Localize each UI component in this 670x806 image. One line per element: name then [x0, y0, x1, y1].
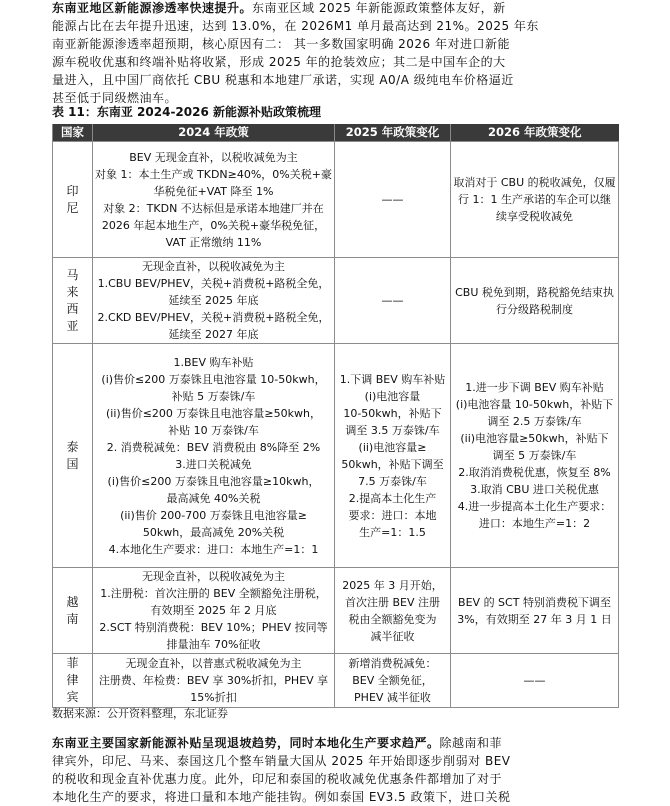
policy-line: (i)电池容量 10-50kwh，补贴下	[455, 398, 614, 411]
header-country: 国家	[53, 124, 93, 142]
policy-cell-2026	[451, 568, 619, 654]
policy-cell-2024	[93, 654, 335, 708]
policy-line: 补贴 5 万泰铢/车	[171, 389, 256, 403]
policy-cell-2024	[93, 568, 335, 654]
intro-line-3: 南亚新能源渗透率超预期，核心原因有二： 其一多数国家明确 2026 年对进口新能	[52, 37, 510, 51]
country-char: 来	[66, 284, 79, 299]
country-char: 国	[66, 456, 79, 471]
policy-line: 1.进一步下调 BEV 购车补贴	[465, 381, 604, 394]
country-cell	[53, 568, 93, 654]
policy-line: 2.取消消费税优惠，恢复至 8%	[458, 466, 611, 479]
summary-line-4: 本地化生产的要求，将进口量和本地产能挂钩。例如泰国 EV3.5 政策下，进口关税	[52, 790, 511, 804]
policy-cell-2025	[335, 344, 451, 568]
summary-line-2: 律宾外，印尼、马来、泰国这几个整车销量大国从 2025 年开始即逐步削弱对 BEV	[52, 754, 511, 768]
policy-line: 10-50kwh，补贴下	[343, 406, 442, 420]
policy-line: 2.CKD BEV/PHEV，关税+消费税+路税全免，	[97, 311, 330, 324]
policy-line: 税由全额豁免变为	[348, 612, 437, 626]
country-char: 越	[66, 594, 79, 609]
policy-line: PHEV 减半征收	[354, 691, 431, 704]
policy-line: 15%折扣	[190, 691, 237, 704]
policy-cell-2024	[93, 344, 335, 568]
policy-line: (i)售价≤200 万泰铢且电池容量 10-50kwh，	[101, 372, 326, 386]
policy-line: 4.进一步提高本土化生产要求：	[457, 500, 612, 513]
country-char: 泰	[66, 439, 79, 454]
header-2024: 2024 年政策	[93, 124, 335, 142]
policy-line: 首次注册 BEV 注册	[344, 595, 440, 609]
policy-line: 延续至 2027 年底	[168, 328, 259, 341]
country-cell	[53, 258, 93, 344]
policy-line: 减半征收	[370, 629, 415, 643]
country-char: 菲	[66, 656, 79, 670]
policy-line: (ii)售价 200-700 万泰铢且电池容量≥	[120, 508, 307, 522]
policy-line: 1.注册税：首次注册的 BEV 全额豁免注册税，	[100, 587, 327, 600]
country-char: 南	[66, 611, 79, 626]
table-row	[53, 258, 619, 344]
policy-line: 3%，有效期至 27 年 3 月 1 日	[457, 612, 612, 626]
policy-line: 3.取消 CBU 进口关税优惠	[470, 483, 599, 496]
policy-cell-2025	[335, 142, 451, 258]
policy-line: 2.SCT 特别消费税：BEV 10%；PHEV 按同等	[99, 621, 328, 634]
policy-line: 行分级路税制度	[496, 302, 573, 316]
policy-cell-2024	[93, 258, 335, 344]
policy-line: 要求：进口：本地	[348, 508, 437, 522]
policy-line: 7.5 万泰铢/车	[358, 474, 427, 488]
country-char: 宾	[66, 690, 79, 704]
intro-line-2: 能源占比在去年提升迅速，达到 13.0%，在 2026M1 单月最高达到 21%。2025 年东	[52, 19, 539, 33]
summary-line-1: 东南亚主要国家新能源补贴呈现退坡趋势，同时本地化生产要求趋严。除越南和菲	[52, 736, 503, 750]
policy-line: (ii)售价≤200 万泰铢且电池容量≥50kwh，	[106, 406, 321, 420]
policy-line: 续享受税收减免	[496, 210, 573, 223]
policy-line: 最高减免 40%关税	[166, 491, 261, 505]
policy-line: (ii)电池容量≥50kwh，补贴下	[460, 432, 609, 445]
policy-line: 4.本地化生产要求：进口：本地生产=1：1	[108, 542, 319, 556]
table-row	[53, 344, 619, 568]
country-char: 马	[66, 267, 79, 282]
policy-line: 补贴 10 万泰铢/车	[168, 423, 259, 437]
table-title: 表 11：东南亚 2024-2026 新能源补贴政策梳理	[52, 105, 322, 119]
country-cell	[53, 142, 93, 258]
policy-line: 无现金直补，以普惠式税收减免为主	[125, 657, 302, 670]
policy-line: 取消对于 CBU 的税收减免，仅履	[453, 176, 616, 189]
policy-line: (i)电池容量	[364, 389, 421, 403]
policy-line: 1.下调 BEV 购车补贴	[339, 372, 446, 386]
country-char: 亚	[66, 318, 79, 333]
country-char: 印	[66, 183, 79, 198]
policy-line: 华税免征+VAT 降至 1%	[153, 184, 274, 198]
policy-line: 对象 1：本土生产或 TKDN≥40%，0%关税+豪	[95, 167, 332, 181]
policy-line: 调至 5 万泰铢/车	[492, 449, 577, 462]
policy-line: ——	[523, 674, 546, 687]
country-cell	[53, 654, 93, 708]
policy-line: 1.CBU BEV/PHEV，关税+消费税+路税全免，	[97, 277, 330, 290]
policy-line: 1.BEV 购车补贴	[173, 355, 254, 369]
country-cell	[53, 344, 93, 568]
policy-line: 调至 3.5 万泰铢/车	[345, 423, 440, 437]
policy-line: BEV 的 SCT 特别消费税下调至	[458, 595, 611, 609]
header-2026: 2026 年政策变化	[451, 124, 619, 142]
policy-line: 无现金直补，以税收减免为主	[142, 260, 285, 273]
header-2025: 2025 年政策变化	[335, 124, 451, 142]
policy-cell-2025	[335, 568, 451, 654]
table-row	[53, 568, 619, 654]
intro-line-4: 源车税收优惠和终端补贴将收紧，形成 2025 年的抢装效应；其二是中国车企的大	[52, 55, 506, 69]
policy-line: 有效期至 2025 年 2 月底	[150, 604, 277, 617]
policy-line: 50kwh，最高减免 20%关税	[142, 525, 285, 539]
policy-line: 行 1：1 生产承诺的车企可以继	[458, 193, 611, 206]
policy-line: 2.提高本土化生产	[348, 491, 437, 505]
policy-line: 2. 消费税减免：BEV 消费税由 8%降至 2%	[106, 440, 321, 454]
intro-paragraph	[52, 0, 618, 107]
policy-line: 延续至 2025 年底	[168, 294, 259, 307]
summary-paragraph	[52, 734, 618, 806]
table-header-row	[53, 124, 619, 142]
country-char: 尼	[66, 200, 79, 215]
country-char: 西	[66, 301, 79, 316]
policy-line: 排量油车 70%征收	[166, 638, 261, 651]
policy-line: 50kwh，补贴下调至	[341, 457, 444, 471]
policy-line: BEV 全额免征，	[352, 674, 433, 687]
policy-line: BEV 无现金直补，以税收减免为主	[129, 150, 298, 164]
table-row	[53, 142, 619, 258]
policy-line: (ii)电池容量≥	[358, 440, 427, 454]
intro-line-1: 东南亚地区新能源渗透率快速提升。东南亚区域 2025 年新能源政策整体友好，新	[52, 1, 506, 15]
policy-line: 注册费、年检费：BEV 享 30%折扣，PHEV 享	[98, 674, 329, 687]
policy-cell-2025	[335, 654, 451, 708]
table-row	[53, 654, 619, 708]
country-char: 律	[66, 673, 79, 687]
policy-line: 生产=1：1.5	[359, 525, 426, 539]
policy-line: ——	[381, 193, 404, 206]
summary-line-3: 的税收和现金直补优惠力度。此外，印尼和泰国的税收减免优惠条件都增加了对于	[52, 772, 503, 786]
policy-line: 新增消费税减免：	[348, 657, 437, 670]
policy-line: 2025 年 3 月开始，	[342, 578, 443, 592]
policy-cell-2026	[451, 258, 619, 344]
intro-line-6: 甚至低于同级燃油车。	[52, 91, 178, 105]
data-source-note: 数据来源：公开资料整理，东北证券	[52, 707, 228, 720]
policy-cell-2025	[335, 258, 451, 344]
policy-line: ——	[381, 294, 404, 307]
policy-cell-2024	[93, 142, 335, 258]
policy-cell-2026	[451, 142, 619, 258]
policy-cell-2026	[451, 654, 619, 708]
table-body	[53, 142, 619, 708]
policy-cell-2026	[451, 344, 619, 568]
policy-table	[52, 124, 619, 708]
policy-line: VAT 正常缴纳 11%	[165, 235, 262, 249]
intro-line-5: 量进入，且中国厂商依托 CBU 税惠和本地建厂承诺，实现 A0/A 级纯电车价格逼近	[52, 73, 514, 87]
policy-line: 调至 2.5 万泰铢/车	[487, 415, 582, 428]
policy-line: 进口：本地生产=1：2	[478, 517, 591, 530]
policy-line: 2026 年起本地生产，0%关税+豪华税免征，	[101, 218, 326, 232]
policy-line: (i)售价≤200 万泰铢且电池容量≥10kwh，	[107, 474, 320, 488]
policy-line: 无现金直补，以税收减免为主	[142, 570, 285, 583]
policy-line: 3.进口关税减免	[175, 457, 252, 471]
policy-line: CBU 税免到期，路税豁免结束执	[455, 285, 614, 299]
policy-line: 对象 2：TKDN 不达标但是承诺本地建厂并在	[103, 201, 324, 215]
